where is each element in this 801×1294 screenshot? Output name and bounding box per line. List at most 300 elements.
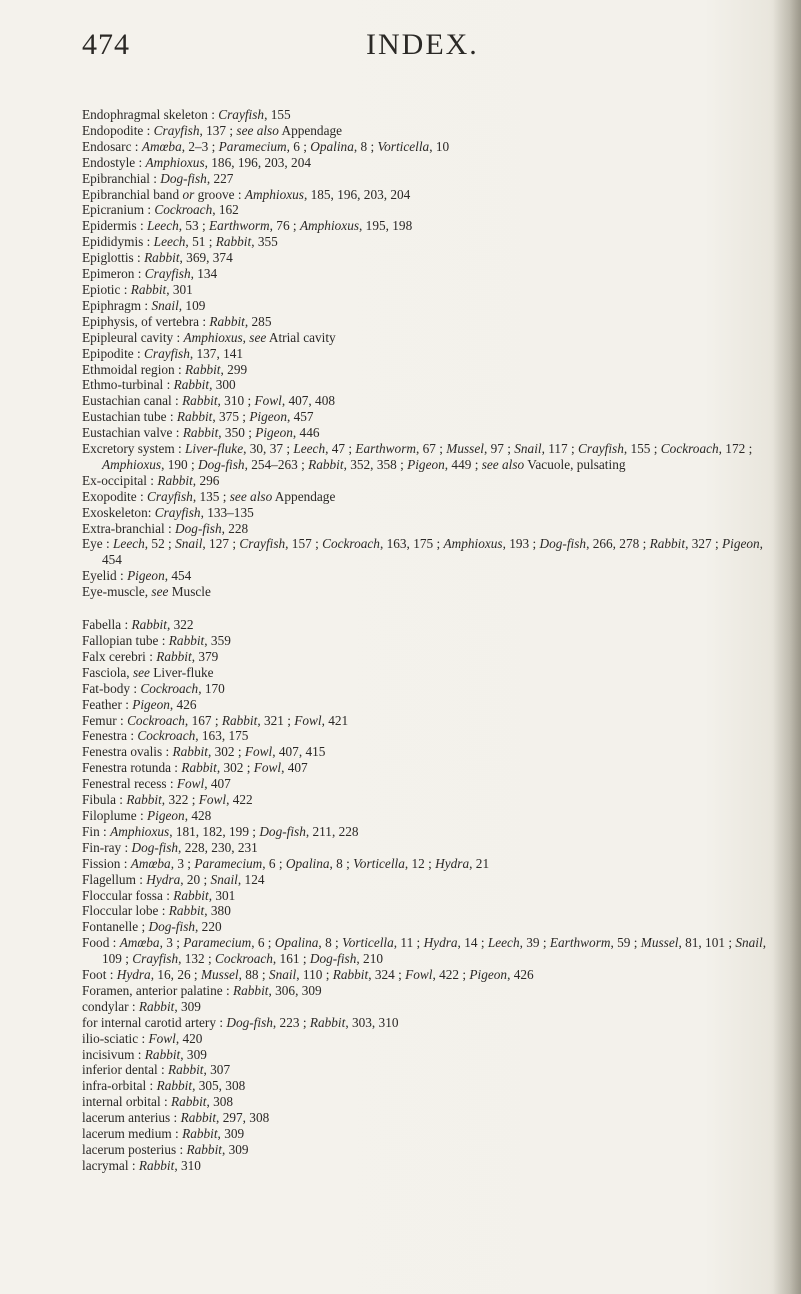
index-entry [82, 681, 772, 697]
index-entry [82, 872, 772, 888]
index-entry [82, 362, 772, 378]
entry-italic-text: Dog-fish [259, 823, 306, 839]
entry-italic-text: Rabbit [173, 887, 209, 903]
entry-italic-text: Amphioxus [443, 536, 503, 552]
entry-text: Extra-branchial : [82, 520, 176, 536]
entry-text: , 352, 358 ; [343, 456, 408, 472]
entry-text: groove : [194, 186, 245, 202]
entry-text: , 379 [191, 648, 219, 664]
entry-text: Appendage [272, 488, 336, 504]
entry-text: , 10 [429, 138, 450, 154]
entry-text: , 321 ; [257, 712, 295, 728]
entry-italic-text: Vorticella [353, 855, 405, 871]
entry-italic-text: see also [229, 488, 273, 504]
index-entry [82, 1158, 772, 1174]
entry-italic-text: Crayfish [239, 536, 286, 552]
entry-text: Eustachian canal : [82, 393, 183, 409]
index-entry [82, 617, 772, 633]
index-entry [82, 409, 772, 425]
entry-italic-text: Dog-fish [226, 1014, 273, 1030]
entry-text: incisivum : [82, 1046, 145, 1062]
entry-text: Eye : [82, 536, 114, 552]
entry-italic-text: Amœba [130, 855, 171, 871]
index-entry [82, 840, 772, 856]
entry-text: , 375 ; [212, 409, 250, 425]
entry-text: Femur : [82, 712, 128, 728]
page-header [0, 28, 801, 68]
entry-italic-text: Rabbit [180, 1110, 217, 1126]
index-entry [82, 808, 772, 824]
entry-italic-text: Cockroach [154, 202, 213, 218]
entry-text: Fenestra ovalis : [82, 744, 173, 760]
entry-text: , 407, 415 [272, 744, 326, 760]
entry-text: , 297, 308 [216, 1110, 270, 1126]
entry-italic-text: Mussel [446, 441, 484, 457]
entry-text: , 155 [264, 107, 291, 122]
entry-italic-text: Rabbit [138, 1157, 175, 1173]
entry-italic-text: Amphioxus [145, 154, 205, 170]
index-entry [82, 234, 772, 250]
entry-italic-text: see [249, 329, 267, 345]
entry-italic-text: Leech [113, 536, 145, 552]
entry-text: Fenestral recess : [82, 776, 177, 792]
entry-text: , 254–263 ; [244, 456, 309, 472]
entry-text: lacerum anterius : [82, 1110, 181, 1126]
entry-text: Endosarc : [82, 138, 142, 154]
entry-text: Fabella : [82, 617, 132, 633]
entry-text: , 322 ; [161, 792, 199, 808]
entry-text: condylar : [82, 998, 139, 1014]
entry-text: Ethmo-turbinal : [82, 377, 174, 393]
index-entry [82, 903, 772, 919]
entry-italic-text: Amphioxus [110, 823, 170, 839]
entry-text: Epipodite : [82, 345, 145, 361]
entry-italic-text: Dog-fish [160, 170, 207, 186]
entry-italic-text: Fowl [198, 792, 227, 808]
index-entry [82, 346, 772, 362]
entry-text: , 132 ; [178, 951, 216, 967]
index-entry [82, 633, 772, 649]
entry-italic-text: Crayfish [147, 488, 193, 504]
entry-text: Epibranchial : [82, 170, 161, 186]
entry-text: , 3 ; [159, 935, 184, 951]
entry-text: , 457 [286, 409, 314, 425]
entry-italic-text: Pigeon [255, 425, 293, 441]
index-entry [82, 584, 772, 600]
entry-italic-text: Rabbit [144, 1046, 181, 1062]
entry-italic-text: Fowl [253, 760, 282, 776]
entry-italic-text: Pigeon [407, 456, 445, 472]
entry-text: , 307 [203, 1062, 231, 1078]
entry-text: , 137, 141 [189, 345, 244, 361]
entry-italic-text: Rabbit [332, 967, 369, 983]
entry-italic-text: Leech [293, 441, 326, 457]
entry-italic-text: Rabbit [156, 1078, 193, 1094]
entry-italic-text: Mussel [640, 935, 679, 951]
entry-text: , 322 [166, 617, 194, 633]
entry-text: Epiphragm : [82, 297, 152, 313]
index-list [82, 107, 772, 1174]
entry-italic-text: Fowl [405, 967, 433, 983]
entry-italic-text: Rabbit [233, 982, 269, 998]
entry-text: , 6 ; [286, 138, 311, 154]
entry-italic-text: Amœba [119, 935, 160, 951]
entry-italic-text: Pigeon [722, 536, 760, 552]
entry-text: , 181, 182, 199 ; [169, 823, 260, 839]
entry-text: , 301 [208, 887, 236, 903]
entry-text: , 39 ; [519, 935, 550, 951]
index-entry [82, 967, 772, 983]
entry-text: Atrial cavity [266, 329, 336, 345]
entry-italic-text: Fowl [244, 744, 273, 760]
entry-italic-text: Hydra [435, 855, 470, 871]
entry-italic-text: Rabbit [172, 744, 208, 760]
entry-italic-text: Snail [514, 441, 542, 457]
index-entry [82, 330, 772, 346]
index-entry [82, 473, 772, 489]
entry-italic-text: Rabbit [131, 617, 167, 633]
entry-text: lacrymal : [82, 1157, 139, 1173]
entry-text: , 127 ; [202, 536, 240, 552]
entry-text: , 2–3 ; [181, 138, 219, 154]
entry-italic-text: Rabbit [156, 648, 192, 664]
index-entry [82, 536, 772, 568]
entry-italic-text: Rabbit [649, 536, 686, 552]
page-edge-shadow [773, 0, 801, 1294]
entry-text: , 305, 308 [192, 1078, 246, 1094]
entry-text: , 81, 101 ; [678, 935, 736, 951]
entry-italic-text: Rabbit [181, 760, 217, 776]
entry-text: ilio-sciatic : [82, 1030, 149, 1046]
entry-text: , 369, 374 [179, 250, 233, 266]
entry-text: Liver-fluke [149, 664, 214, 680]
entry-italic-text: Rabbit [138, 998, 175, 1014]
entry-italic-text: Rabbit [144, 250, 180, 266]
entry-text: , 8 ; [353, 138, 378, 154]
entry-text: Floccular lobe : [82, 903, 169, 919]
entry-italic-text: Crayfish [578, 441, 624, 457]
index-entry [82, 202, 772, 218]
entry-text: , 133–135 [200, 504, 254, 520]
entry-text: Foramen, anterior palatine : [82, 982, 234, 998]
entry-italic-text: Rabbit [221, 712, 258, 728]
entry-text: , 324 ; [368, 967, 406, 983]
entry-text: , 407 [204, 776, 231, 792]
entry-italic-text: Rabbit [185, 361, 221, 377]
index-entry [82, 139, 772, 155]
entry-italic-text: Hydra [116, 967, 151, 983]
index-entry [82, 935, 772, 967]
entry-text: , 309 [221, 1142, 249, 1157]
entry-text: inferior dental : [82, 1062, 169, 1078]
entry-text: Eyelid : [82, 568, 128, 584]
entry-italic-text: Liver-fluke [185, 441, 244, 457]
entry-italic-text: see [132, 664, 150, 680]
entry-text: internal orbital : [82, 1094, 171, 1110]
entry-text: , 109 ; [102, 935, 767, 967]
entry-text: for internal carotid artery : [82, 1014, 227, 1030]
entry-italic-text: Rabbit [308, 456, 344, 472]
entry-text: Fin-ray : [82, 839, 132, 855]
index-entry [82, 1126, 772, 1142]
running-head: INDEX. [366, 28, 479, 61]
entry-text: , 47 ; [325, 441, 356, 457]
entry-text: Food : [82, 935, 120, 951]
entry-text: , 299 [220, 361, 248, 377]
entry-text: , 449 ; [444, 456, 482, 472]
index-entry [82, 999, 772, 1015]
entry-italic-text: see also [481, 456, 525, 472]
entry-italic-text: Paramecium [183, 935, 252, 951]
entry-text: , 6 ; [251, 935, 275, 951]
index-entry [82, 1142, 772, 1158]
entry-italic-text: Rabbit [182, 425, 219, 441]
entry-text: Fallopian tube : [82, 633, 169, 648]
entry-text: , 228, 230, 231 [178, 839, 258, 855]
entry-italic-text: Fowl [148, 1030, 176, 1046]
entry-text: Feather : [82, 696, 133, 712]
entry-text: , 67 ; [415, 441, 447, 457]
index-entry [82, 282, 772, 298]
entry-italic-text: Rabbit [168, 633, 205, 648]
entry-italic-text: Rabbit [168, 1062, 204, 1078]
index-entry [82, 1094, 772, 1110]
entry-italic-text: Rabbit [182, 393, 218, 409]
index-entry [82, 377, 772, 393]
entry-italic-text: Opalina [285, 855, 330, 871]
entry-text: , 190 ; [161, 456, 199, 472]
entry-text: , 296 [192, 472, 220, 488]
entry-text: , 117 ; [541, 441, 579, 457]
entry-text: , 3 ; [170, 855, 195, 871]
entry-text: , 210 [356, 951, 383, 967]
entry-italic-text: Vorticella [377, 138, 430, 154]
entry-text: Fenestra rotunda : [82, 760, 182, 776]
entry-italic-text: Rabbit [186, 1142, 222, 1157]
entry-text: , 309 [217, 1126, 245, 1142]
entry-italic-text: Dog-fish [198, 456, 245, 472]
entry-italic-text: Snail [210, 871, 238, 887]
entry-text: , 454 [102, 536, 763, 568]
index-entry [82, 649, 772, 665]
entry-italic-text: Fowl [294, 712, 322, 728]
index-entry [82, 919, 772, 935]
entry-text: Exopodite : [82, 488, 147, 504]
entry-text: Epibranchial band [82, 186, 183, 202]
entry-text: , 223 ; [272, 1014, 310, 1030]
entry-text: , 20 ; [180, 871, 211, 887]
entry-text: Flagellum : [82, 871, 147, 887]
entry-text: , 310 ; [217, 393, 255, 409]
entry-italic-text: Pigeon [132, 696, 170, 712]
entry-text: , 163, 175 [195, 728, 249, 744]
index-entry [82, 1078, 772, 1094]
entry-text: , [242, 329, 250, 345]
entry-text: , 285 [244, 313, 272, 329]
entry-text: Foot : [82, 967, 117, 983]
index-entry [82, 505, 772, 521]
entry-text: Epiglottis : [82, 250, 145, 266]
entry-text: , 8 ; [318, 935, 343, 951]
entry-text: , 88 ; [238, 967, 269, 983]
entry-text: , 422 ; [432, 967, 470, 983]
entry-italic-text: Rabbit [215, 234, 252, 250]
entry-italic-text: Leech [487, 935, 520, 951]
entry-text: , 124 [237, 871, 265, 887]
entry-text: , 420 [175, 1030, 203, 1046]
entry-italic-text: Earthworm [355, 441, 416, 457]
entry-italic-text: Dog-fish [175, 520, 222, 536]
entry-italic-text: Fowl [176, 776, 205, 792]
entry-text: , 162 [212, 202, 239, 218]
entry-italic-text: Crayfish [132, 951, 179, 967]
entry-text: , 454 [164, 568, 192, 584]
entry-italic-text: Crayfish [144, 266, 191, 282]
entry-text: Floccular fossa : [82, 887, 174, 903]
entry-text: , 137 ; [199, 122, 237, 138]
entry-italic-text: Amphioxus [299, 218, 360, 234]
index-entry [82, 441, 772, 473]
index-entry [82, 856, 772, 872]
entry-italic-text: Snail [175, 536, 203, 552]
entry-italic-text: Rabbit [176, 409, 213, 425]
entry-italic-text: Snail [735, 935, 763, 951]
entry-text: , 359 [204, 633, 231, 648]
entry-italic-text: Cockroach [127, 712, 185, 728]
entry-italic-text: Fowl [254, 393, 282, 409]
entry-italic-text: Pigeon [249, 409, 287, 425]
entry-text: , 306, 309 [268, 982, 322, 998]
entry-text: Fin : [82, 823, 111, 839]
index-entry [82, 568, 772, 584]
entry-italic-text: Dog-fish [539, 536, 587, 552]
index-entry [82, 155, 772, 171]
entry-text: , 407, 408 [281, 393, 335, 409]
entry-text: Eustachian valve : [82, 425, 183, 441]
entry-italic-text: Amphioxus [244, 186, 304, 202]
entry-italic-text: Rabbit [130, 281, 167, 297]
index-entry [82, 250, 772, 266]
entry-text: , 426 [169, 696, 197, 712]
entry-text: , 422 [226, 792, 253, 808]
entry-text: Epidermis : [82, 218, 147, 234]
entry-text: Fontanelle ; [82, 919, 149, 935]
entry-text: , 310 [174, 1157, 201, 1173]
entry-italic-text: Crayfish [218, 107, 265, 122]
index-entry [82, 1047, 772, 1063]
entry-text: , 12 ; [404, 855, 436, 871]
entry-italic-text: Crayfish [144, 345, 190, 361]
index-entry [82, 521, 772, 537]
entry-italic-text: see [151, 584, 169, 600]
group-separator [82, 600, 772, 617]
entry-text: , 350 ; [218, 425, 256, 441]
entry-text: Excretory system : [82, 441, 186, 457]
entry-italic-text: Opalina [274, 935, 319, 951]
entry-text: , 14 ; [457, 935, 488, 951]
entry-text: , 421 [321, 712, 349, 728]
entry-text: Epiphysis, of vertebra : [82, 313, 210, 329]
entry-italic-text: Snail [268, 967, 297, 983]
entry-text: Exoskeleton: [82, 504, 155, 520]
entry-italic-text: Rabbit [168, 903, 205, 919]
index-entry [82, 776, 772, 792]
entry-text: , 16, 26 ; [150, 967, 201, 983]
entry-text: , 172 ; [718, 441, 753, 457]
index-entry [82, 298, 772, 314]
index-entry [82, 393, 772, 409]
entry-text: Eustachian tube : [82, 409, 177, 425]
index-entry [82, 489, 772, 505]
entry-text: , 266, 278 ; [586, 536, 650, 552]
entry-text: , 227 [206, 170, 234, 186]
entry-text: Muscle [168, 584, 211, 600]
entry-italic-text: Cockroach [140, 680, 199, 696]
index-entry [82, 888, 772, 904]
index-entry [82, 425, 772, 441]
entry-italic-text: Leech [147, 218, 179, 234]
entry-text: , 110 ; [296, 967, 333, 983]
entry-text: Epimeron : [82, 266, 145, 282]
index-entry [82, 665, 772, 681]
entry-italic-text: Rabbit [126, 792, 162, 808]
index-entry [82, 983, 772, 999]
entry-italic-text: Rabbit [173, 377, 210, 393]
entry-italic-text: Paramecium [194, 855, 263, 871]
entry-italic-text: Dog-fish [309, 951, 357, 967]
entry-text: Endostyle : [82, 154, 146, 170]
entry-text: , 380 [204, 903, 231, 919]
entry-text: lacerum medium : [82, 1126, 183, 1142]
entry-italic-text: Dog-fish [148, 919, 196, 935]
entry-italic-text: Amphioxus [183, 329, 243, 345]
entry-text: , 446 [292, 425, 320, 441]
page-number: 474 [82, 28, 130, 61]
entry-text: , 59 ; [610, 935, 641, 951]
entry-text: , 228 [221, 520, 249, 536]
entry-text: , 309 [180, 1046, 207, 1062]
entry-italic-text: Vorticella [342, 935, 394, 951]
index-entry [82, 792, 772, 808]
entry-italic-text: Hydra [423, 935, 458, 951]
entry-text: Ex-occipital : [82, 472, 158, 488]
entry-text: , 52 ; [144, 536, 176, 552]
entry-text: infra-orbital : [82, 1078, 157, 1094]
entry-italic-text: Rabbit [171, 1094, 207, 1110]
index-entry [82, 314, 772, 330]
entry-italic-text: Pigeon [127, 568, 165, 584]
index-entry [82, 824, 772, 840]
entry-italic-text: Pigeon [147, 807, 185, 823]
entry-italic-text: Amphioxus [102, 456, 162, 472]
index-entry [82, 218, 772, 234]
entry-text: , 428 [184, 807, 212, 823]
entry-text: , 407 [281, 760, 308, 776]
entry-text: Endophragmal skeleton : [82, 107, 219, 122]
entry-text: , 76 ; [269, 218, 300, 234]
entry-text: , 11 ; [393, 935, 424, 951]
entry-italic-text: Crayfish [154, 504, 201, 520]
index-entry [82, 123, 772, 139]
entry-italic-text: Rabbit [182, 1126, 218, 1142]
entry-italic-text: Cockroach [215, 951, 273, 967]
index-entry [82, 744, 772, 760]
index-entry [82, 713, 772, 729]
entry-italic-text: Snail [151, 297, 179, 313]
entry-text: , 155 ; [623, 441, 661, 457]
entry-text: , 134 [190, 266, 218, 282]
entry-text: Ethmoidal region : [82, 361, 186, 377]
